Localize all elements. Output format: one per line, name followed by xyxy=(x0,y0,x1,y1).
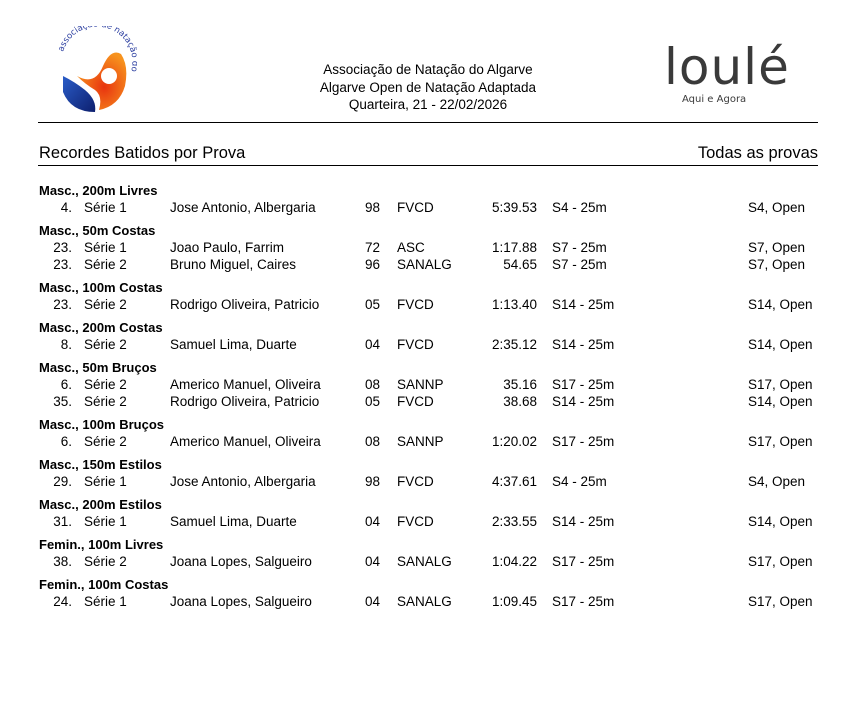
record-row xyxy=(0,433,844,450)
time-cell: 1:04.22 xyxy=(491,554,537,569)
place-cell: 35. xyxy=(53,394,72,409)
classification-cell: S17 - 25m xyxy=(552,594,615,609)
club-cell: SANALG xyxy=(397,594,452,609)
classification-cell: S14 - 25m xyxy=(552,394,615,409)
place-cell: 31. xyxy=(53,514,72,529)
swimmer-name-cell: Joao Paulo, Farrim xyxy=(170,240,285,255)
club-cell: FVCD xyxy=(397,200,434,215)
club-cell: SANNP xyxy=(397,434,444,449)
loule-wordmark: loulé xyxy=(664,38,790,96)
club-cell: SANALG xyxy=(397,554,452,569)
swimmer-name-cell: Joana Lopes, Salgueiro xyxy=(170,594,312,609)
record-cell: S17, Open xyxy=(748,594,813,609)
club-cell: SANNP xyxy=(397,377,444,392)
swimmer-name-cell: Bruno Miguel, Caires xyxy=(170,257,297,272)
event-title: Masc., 100m Costas xyxy=(39,280,163,295)
event-title: Masc., 100m Bruços xyxy=(39,417,165,432)
logo-arc-text: associaç e nataçã xyxy=(56,26,137,54)
event-title: Masc., 200m Livres xyxy=(39,183,158,198)
heat-cell: Série 2 xyxy=(84,377,127,392)
event-title: Masc., 50m Bruços xyxy=(39,360,157,375)
time-cell: 35.16 xyxy=(503,377,537,392)
birth-year-cell: 98 xyxy=(365,474,381,489)
record-cell: S7, Open xyxy=(748,240,806,255)
loule-tagline: Aqui e Agora xyxy=(682,94,747,105)
heat-cell: Série 1 xyxy=(84,200,127,215)
birth-year-cell: 05 xyxy=(365,297,381,312)
time-cell: 1:09.45 xyxy=(491,594,537,609)
record-row xyxy=(0,239,844,256)
swimmer-name-cell: Joana Lopes, Salgueiro xyxy=(170,554,312,569)
record-cell: S17, Open xyxy=(748,434,813,449)
record-cell: S14, Open xyxy=(748,514,813,529)
record-row xyxy=(0,199,844,216)
birth-year-cell: 04 xyxy=(365,594,381,609)
records-list xyxy=(0,182,844,616)
heat-cell: Série 2 xyxy=(84,257,127,272)
record-row xyxy=(0,473,844,490)
time-cell: 4:37.61 xyxy=(491,474,537,489)
time-cell: 1:13.40 xyxy=(491,297,537,312)
heat-cell: Série 1 xyxy=(84,474,127,489)
section-title: Recordes Batidos por Prova xyxy=(39,144,246,162)
heat-cell: Série 2 xyxy=(84,394,127,409)
heat-cell: Série 1 xyxy=(84,240,127,255)
record-row xyxy=(0,513,844,530)
section-divider xyxy=(38,165,818,166)
time-cell: 1:17.88 xyxy=(491,240,537,255)
record-row xyxy=(0,393,844,410)
heat-cell: Série 1 xyxy=(84,514,127,529)
swimmer-name-cell: Samuel Lima, Duarte xyxy=(170,514,297,529)
swimmer-name-cell: Americo Manuel, Oliveira xyxy=(170,434,321,449)
swimmer-name-cell: Samuel Lima, Duarte xyxy=(170,337,297,352)
place-cell: 23. xyxy=(53,297,72,312)
birth-year-cell: 04 xyxy=(365,514,381,529)
record-cell: S14, Open xyxy=(748,394,813,409)
birth-year-cell: 98 xyxy=(365,200,381,215)
classification-cell: S14 - 25m xyxy=(552,297,615,312)
header-divider xyxy=(38,122,818,123)
record-cell: S4, Open xyxy=(748,474,806,489)
classification-cell: S7 - 25m xyxy=(552,240,607,255)
event-title: Masc., 200m Estilos xyxy=(39,497,162,512)
classification-cell: S17 - 25m xyxy=(552,554,615,569)
birth-year-cell: 08 xyxy=(365,377,381,392)
event-group xyxy=(0,319,844,353)
document-header xyxy=(250,61,606,114)
loule-logo xyxy=(664,40,804,115)
event-title: Masc., 200m Costas xyxy=(39,320,163,335)
classification-cell: S4 - 25m xyxy=(552,474,607,489)
time-cell: 5:39.53 xyxy=(491,200,537,215)
record-row xyxy=(0,553,844,570)
time-cell: 2:35.12 xyxy=(491,337,537,352)
record-row xyxy=(0,593,844,610)
record-cell: S17, Open xyxy=(748,377,813,392)
header-organization: Associação de Natação do Algarve xyxy=(323,62,533,77)
event-group xyxy=(0,576,844,610)
event-title: Femin., 100m Costas xyxy=(39,577,169,592)
event-group xyxy=(0,359,844,410)
place-cell: 23. xyxy=(53,257,72,272)
swimmer-name-cell: Rodrigo Oliveira, Patricio xyxy=(170,394,320,409)
swimmer-name-cell: Jose Antonio, Albergaria xyxy=(170,200,316,215)
club-cell: SANALG xyxy=(397,257,452,272)
time-cell: 2:33.55 xyxy=(491,514,537,529)
record-row xyxy=(0,256,844,273)
record-row xyxy=(0,376,844,393)
header-event-name: Algarve Open de Natação Adaptada xyxy=(319,79,537,95)
classification-cell: S7 - 25m xyxy=(552,257,607,272)
place-cell: 6. xyxy=(60,434,72,449)
heat-cell: Série 1 xyxy=(84,594,127,609)
record-cell: S17, Open xyxy=(748,554,813,569)
heat-cell: Série 2 xyxy=(84,297,127,312)
event-group xyxy=(0,416,844,450)
event-group xyxy=(0,182,844,216)
record-cell: S4, Open xyxy=(748,200,806,215)
place-cell: 29. xyxy=(53,474,72,489)
event-group xyxy=(0,279,844,313)
place-cell: 6. xyxy=(60,377,72,392)
club-cell: FVCD xyxy=(397,394,434,409)
record-cell: S7, Open xyxy=(748,257,806,272)
record-row xyxy=(0,336,844,353)
birth-year-cell: 04 xyxy=(365,554,381,569)
classification-cell: S17 - 25m xyxy=(552,377,615,392)
heat-cell: Série 2 xyxy=(84,337,127,352)
place-cell: 8. xyxy=(60,337,72,352)
event-group xyxy=(0,456,844,490)
birth-year-cell: 08 xyxy=(365,434,381,449)
event-group xyxy=(0,496,844,530)
event-title: Femin., 100m Livres xyxy=(39,537,164,552)
club-cell: FVCD xyxy=(397,297,434,312)
time-cell: 54.65 xyxy=(503,257,537,272)
record-cell: S14, Open xyxy=(748,337,813,352)
record-cell: S14, Open xyxy=(748,297,813,312)
event-title: Masc., 150m Estilos xyxy=(39,457,162,472)
event-group xyxy=(0,222,844,273)
place-cell: 38. xyxy=(53,554,72,569)
header-venue-date: Quarteira, 21 - 22/02/2026 xyxy=(348,97,508,112)
event-group xyxy=(0,536,844,570)
birth-year-cell: 96 xyxy=(365,257,381,272)
time-cell: 38.68 xyxy=(503,394,537,409)
heat-cell: Série 2 xyxy=(84,434,127,449)
place-cell: 24. xyxy=(53,594,72,609)
swimmer-name-cell: Rodrigo Oliveira, Patricio xyxy=(170,297,320,312)
birth-year-cell: 04 xyxy=(365,337,381,352)
birth-year-cell: 05 xyxy=(365,394,381,409)
time-cell: 1:20.02 xyxy=(491,434,537,449)
birth-year-cell: 72 xyxy=(365,240,381,255)
association-logo xyxy=(55,26,137,116)
place-cell: 23. xyxy=(53,240,72,255)
heat-cell: Série 2 xyxy=(84,554,127,569)
section-filter: Todas as provas xyxy=(697,144,818,162)
event-title: Masc., 50m Costas xyxy=(39,223,156,238)
swimmer-emblem-icon xyxy=(55,26,137,116)
place-cell: 4. xyxy=(60,200,72,215)
classification-cell: S14 - 25m xyxy=(552,337,615,352)
classification-cell: S17 - 25m xyxy=(552,434,615,449)
club-cell: ASC xyxy=(397,240,425,255)
club-cell: FVCD xyxy=(397,514,434,529)
club-cell: FVCD xyxy=(397,474,434,489)
swimmer-name-cell: Jose Antonio, Albergaria xyxy=(170,474,316,489)
swimmer-name-cell: Americo Manuel, Oliveira xyxy=(170,377,321,392)
record-row xyxy=(0,296,844,313)
club-cell: FVCD xyxy=(397,337,434,352)
classification-cell: S4 - 25m xyxy=(552,200,607,215)
classification-cell: S14 - 25m xyxy=(552,514,615,529)
